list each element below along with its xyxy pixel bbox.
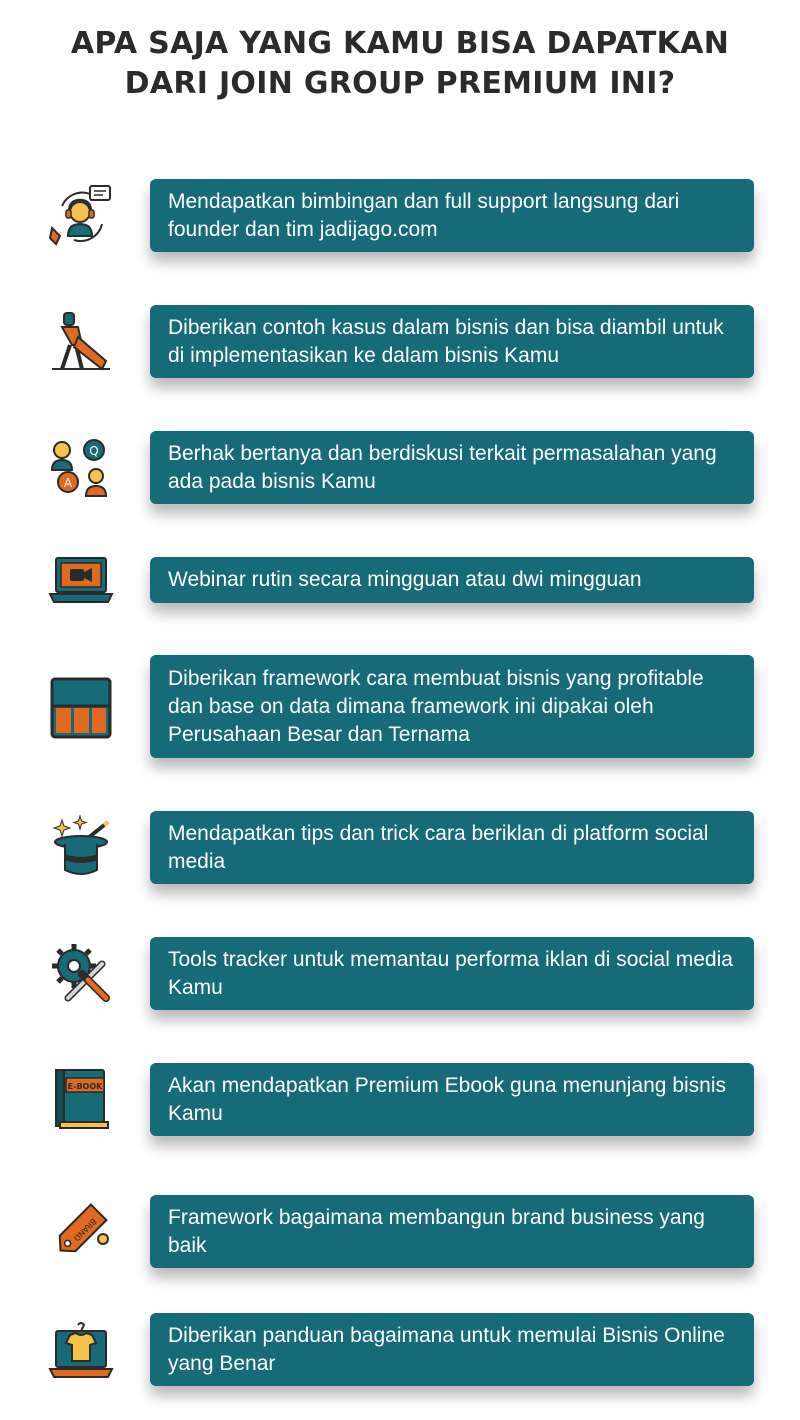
brand-label: BRAND [71, 1216, 99, 1243]
benefit-text: Mendapatkan tips dan trick cara beriklan di platform social media [168, 821, 709, 873]
customer-support-icon [48, 184, 114, 250]
benefit-card [150, 655, 754, 758]
benefit-card [150, 305, 754, 378]
qa-q-label: Q [89, 444, 99, 458]
qa-discussion-icon [48, 434, 114, 500]
benefit-text: Tools tracker untuk memantau performa iklan di social media Kamu [168, 947, 733, 999]
online-shop-icon [48, 1317, 114, 1383]
benefit-card [150, 179, 754, 252]
benefit-text: Diberikan framework cara membuat bisnis yang profitable dan base on data dimana framework ini dipakai oleh Perusahaan Besar dan Ternama [168, 666, 704, 746]
title-line-2: DARI JOIN GROUP PREMIUM INI? [124, 66, 676, 101]
benefit-text: Mendapatkan bimbingan dan full support langsung dari founder dan tim jadijago.com [168, 189, 680, 241]
benefit-card [150, 557, 754, 603]
framework-layout-icon [48, 675, 114, 741]
page-title [0, 24, 800, 104]
case-study-icon [48, 309, 114, 375]
benefit-card [150, 1195, 754, 1268]
benefit-text: Akan mendapatkan Premium Ebook guna menunjang bisnis Kamu [168, 1073, 727, 1125]
benefit-text: Berhak bertanya dan berdiskusi terkait permasalahan yang ada pada bisnis Kamu [168, 441, 717, 493]
qa-a-label: A [63, 476, 73, 490]
benefit-card [150, 937, 754, 1010]
benefit-card [150, 1063, 754, 1136]
benefit-card [150, 811, 754, 884]
benefit-card [150, 431, 754, 504]
webinar-laptop-icon [48, 548, 114, 614]
title-line-1: APA SAJA YANG KAMU BISA DAPATKAN [70, 26, 730, 61]
benefit-text: Diberikan contoh kasus dalam bisnis dan bisa diambil untuk di implementasikan ke dalam bisnis Kamu [168, 315, 724, 367]
magic-hat-icon [48, 814, 114, 880]
brand-tag-icon [48, 1197, 114, 1263]
benefit-text: Framework bagaimana membangun brand business yang baik [168, 1205, 705, 1257]
ebook-label: E-BOOK [67, 1082, 103, 1091]
benefit-text: Webinar rutin secara mingguan atau dwi mingguan [168, 568, 642, 591]
benefit-card [150, 1313, 754, 1386]
tools-gear-icon [48, 940, 114, 1006]
benefit-text: Diberikan panduan bagaimana untuk memulai Bisnis Online yang Benar [168, 1323, 725, 1375]
ebook-icon [48, 1066, 114, 1132]
